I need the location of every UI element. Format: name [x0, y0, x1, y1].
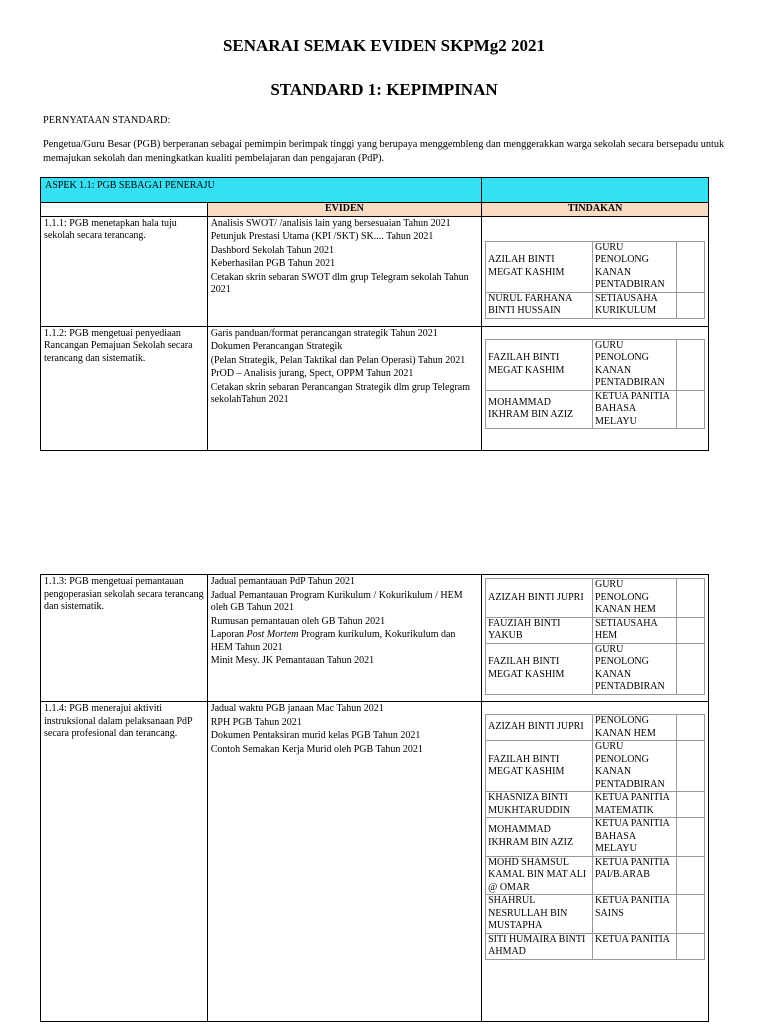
person-role: GURU PENOLONG KANAN PENTADBIRAN — [592, 241, 676, 292]
person-row — [486, 643, 705, 694]
spacer-cell — [676, 390, 704, 429]
tindakan-header: TINDAKAN — [482, 203, 709, 217]
evidence-item: Dashbord Sekolah Tahun 2021 — [210, 244, 334, 256]
checklist-table-2 — [40, 574, 709, 1022]
evidence-item: Dokumen Perancangan Strategik — [210, 341, 343, 352]
person-row — [486, 792, 705, 818]
person-row — [486, 818, 705, 857]
evidence-item: Garis panduan/format perancangan strategik Tahun 2021 — [210, 327, 438, 339]
person-name: SITI HUMAIRA BINTI AHMAD — [486, 933, 593, 959]
person-name: SHAHRUL NESRULLAH BIN MUSTAPHA — [486, 895, 593, 934]
person-name: NURUL FARHANA BINTI HUSSAIN — [486, 292, 593, 318]
aspect-title: ASPEK 1.1: PGB SEBAGAI PENERAJU — [41, 178, 482, 203]
spacer-cell — [676, 933, 704, 959]
aspect-blank — [482, 178, 709, 203]
person-role: GURU PENOLONG KANAN PENTADBIRAN — [592, 339, 676, 390]
document-title: SENARAI SEMAK EVIDEN SKPMg2 2021 — [222, 36, 546, 55]
person-name: FAZILAH BINTI MEGAT KASHIM — [486, 339, 593, 390]
evidence-cell — [207, 326, 481, 450]
evidence-item: Cetakan skrin sebaran SWOT dlm grup Telegram sekolah Tahun 2021 — [210, 271, 469, 295]
table-row — [41, 216, 709, 326]
statement-label: PERNYATAAN STANDARD: — [43, 115, 171, 126]
standard-cell: 1.1.4: PGB menerajui aktiviti instruksional dalam pelaksanaan PdP secara profesional dan terancang. — [41, 702, 208, 1022]
person-name: AZIZAH BINTI JUPRI — [486, 715, 593, 741]
person-role: KETUA PANITIA BAHASA MELAYU — [592, 390, 676, 429]
evidence-item: Minit Mesy. JK Pemantauan Tahun 2021 — [210, 655, 375, 666]
evidence-cell — [207, 575, 481, 702]
person-list — [485, 241, 705, 319]
evidence-item: (Pelan Strategik, Pelan Taktikal dan Pelan Operasi) Tahun 2021 — [210, 354, 466, 366]
action-cell — [482, 326, 709, 450]
person-row — [486, 241, 705, 292]
spacer-cell — [676, 617, 704, 643]
person-role: KETUA PANITIA PAI/B.ARAB — [592, 856, 676, 895]
spacer-cell — [676, 741, 704, 792]
standard-cell: 1.1.1: PGB menetapkan hala tuju sekolah secara terancang. — [41, 216, 208, 326]
spacer-cell — [676, 643, 704, 694]
spacer-cell — [676, 241, 704, 292]
person-role: KETUA PANITIA SAINS — [592, 895, 676, 934]
evidence-item: Cetakan skrin sebaran Perancangan Strategik dlm grup Telegram sekolahTahun 2021 — [210, 381, 471, 405]
evidence-item: RPH PGB Tahun 2021 — [210, 716, 302, 728]
standard-cell: 1.1.2: PGB mengetuai penyediaan Rancangan Pemajuan Sekolah secara terancang dan sistematik. — [41, 326, 208, 450]
action-cell — [482, 575, 709, 702]
person-role: KETUA PANITIA MATEMATIK — [592, 792, 676, 818]
evidence-item: Rumusan pemantauan oleh GB Tahun 2021 — [210, 615, 386, 627]
spacer-cell — [676, 715, 704, 741]
person-row — [486, 741, 705, 792]
evidence-item: Contoh Semakan Kerja Murid oleh PGB Tahun 2021 — [210, 743, 423, 755]
evidence-cell — [207, 216, 481, 326]
table-row — [41, 702, 709, 1022]
spacer-cell — [676, 792, 704, 818]
person-row — [486, 933, 705, 959]
spacer-cell — [676, 818, 704, 857]
person-list — [485, 578, 705, 695]
person-list — [485, 714, 705, 960]
person-row — [486, 579, 705, 618]
evidence-cell — [207, 702, 481, 1022]
person-name: MOHAMMAD IKHRAM BIN AZIZ — [486, 818, 593, 857]
person-name: MOHD SHAMSUL KAMAL BIN MAT ALI @ OMAR — [486, 856, 593, 895]
person-row — [486, 292, 705, 318]
action-cell — [482, 216, 709, 326]
person-role: GURU PENOLONG KANAN HEM — [592, 579, 676, 618]
table-row — [41, 326, 709, 450]
person-row — [486, 617, 705, 643]
header-blank — [41, 203, 208, 217]
evidence-item: PrOD – Analisis jurang, Spect, OPPM Tahun 2021 — [210, 368, 414, 379]
spacer-cell — [676, 856, 704, 895]
person-name: FAZILAH BINTI MEGAT KASHIM — [486, 741, 593, 792]
evidence-item: Analisis SWOT/ /analisis lain yang bersesuaian Tahun 2021 — [210, 217, 451, 229]
evidence-item: Laporan Post Mortem Program kurikulum, Kokurikulum dan HEM Tahun 2021 — [210, 629, 456, 653]
person-role: KETUA PANITIA — [592, 933, 676, 959]
spacer-cell — [676, 895, 704, 934]
spacer-cell — [676, 579, 704, 618]
person-name: AZIZAH BINTI JUPRI — [486, 579, 593, 618]
person-row — [486, 339, 705, 390]
person-role: KETUA PANITIA BAHASA MELAYU — [592, 818, 676, 857]
standard-heading: STANDARD 1: KEPIMPINAN — [270, 80, 498, 99]
person-row — [486, 390, 705, 429]
spacer-cell — [676, 292, 704, 318]
table-row — [41, 575, 709, 702]
eviden-header: EVIDEN — [207, 203, 481, 217]
evidence-item: Dokumen Pentaksiran murid kelas PGB Tahun 2021 — [210, 730, 421, 741]
spacer-cell — [676, 339, 704, 390]
person-name: MOHAMMAD IKHRAM BIN AZIZ — [486, 390, 593, 429]
evidence-item: Jadual pemantauan PdP Tahun 2021 — [210, 576, 355, 587]
person-row — [486, 856, 705, 895]
person-name: AZILAH BINTI MEGAT KASHIM — [486, 241, 593, 292]
person-role: GURU PENOLONG KANAN PENTADBIRAN — [592, 643, 676, 694]
evidence-item: Jadual waktu PGB janaan Mac Tahun 2021 — [210, 703, 384, 714]
person-role: SETIAUSAHA HEM — [592, 617, 676, 643]
person-name: KHASNIZA BINTI MUKHTARUDDIN — [486, 792, 593, 818]
evidence-item: Jadual Pemantauan Program Kurikulum / Kokurikulum / HEM oleh GB Tahun 2021 — [210, 589, 463, 613]
person-role: SETIAUSAHA KURIKULUM — [592, 292, 676, 318]
checklist-table-1 — [40, 177, 709, 451]
action-cell — [482, 702, 709, 1022]
evidence-item: Petunjuk Prestasi Utama (KPI /SKT) SK.... Tahun 2021 — [210, 231, 434, 242]
person-role: PENOLONG KANAN HEM — [592, 715, 676, 741]
person-list — [485, 339, 705, 430]
person-role: GURU PENOLONG KANAN PENTADBIRAN — [592, 741, 676, 792]
statement-text: Pengetua/Guru Besar (PGB) berperanan sebagai pemimpin berimpak tinggi yang berupaya menggembleng dan menggerakkan warga sekolah secara bersepadu untuk memajukan sekolah dan meningkatkan kualiti pembelajaran dan pengajaran (PdP). — [43, 139, 725, 164]
person-name: FAZILAH BINTI MEGAT KASHIM — [486, 643, 593, 694]
standard-cell: 1.1.3: PGB mengetuai pemantauan pengoperasian sekolah secara terancang dan sistematik. — [41, 575, 208, 702]
person-row — [486, 895, 705, 934]
evidence-item: Keberhasilan PGB Tahun 2021 — [210, 258, 336, 269]
person-name: FAUZIAH BINTI YAKUB — [486, 617, 593, 643]
person-row — [486, 715, 705, 741]
